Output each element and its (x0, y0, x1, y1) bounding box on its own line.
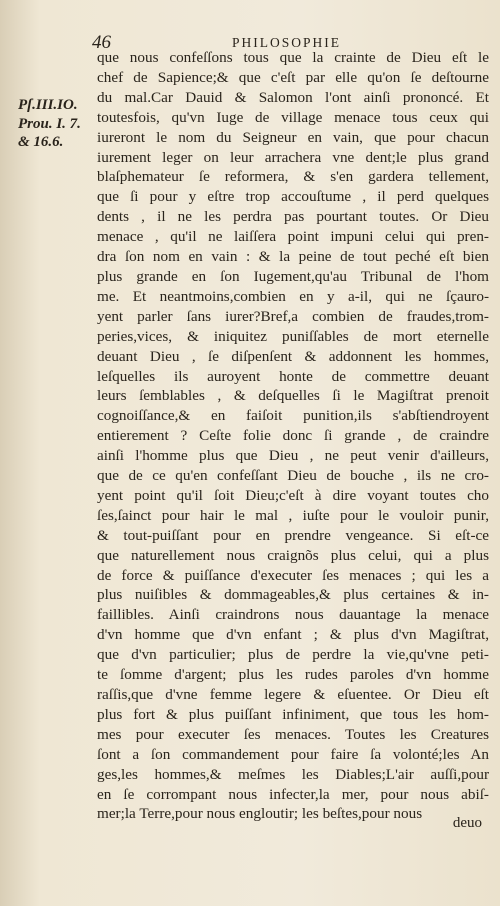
text-line: du mal.Car Dauid & Salomon l'ont ainſi prononcé. Et (97, 88, 489, 106)
text-line: blaſphemateur ſe reformera, & s'en gardera tellement, (97, 168, 489, 186)
text-line: toutesfois, qu'vn Iuge de village menace tous ceux qui (97, 108, 489, 126)
text-line: chef de Sapience;& que c'eſt par elle qu'on ſe deſtourne (97, 68, 489, 86)
text-line: dents , il ne les perdra pas pourtant toutes. Or Dieu (97, 208, 489, 226)
margin-note: & 16.6. (18, 134, 64, 150)
text-line: & tout-puiſſant pour en prendre vengeance. Si eſt-ce (97, 526, 489, 544)
text-line: que d'vn particulier; plus de perdre la vie,qu'vne peti- (97, 646, 489, 664)
text-line: que naturellement nous craignõs plus celui, qui a plus (97, 546, 489, 564)
page-number: 46 (92, 32, 111, 53)
text-line: plus nuiſibles & dommageables,& plus certaines & in- (97, 586, 489, 604)
text-line: peries,vices, & iniquitez puniſſables de mort eternelle (97, 327, 489, 345)
body-text (97, 48, 489, 824)
text-line: ſes,ſainct pour hair le mal , iuſte pour le vouloir punir, (97, 506, 489, 524)
text-line: iurement leger on leur arrachera vne dent;le plus grand (97, 148, 489, 166)
running-title: PHILOSOPHIE (232, 35, 342, 50)
text-line: plus fort & plus puiſſant infiniment, que tous les hom- (97, 705, 489, 723)
text-line: mes pour executer ſes menaces. Toutes les Creatures (97, 725, 489, 743)
text-line: yent parler ſans iurer?Bref,a combien de fraudes,trom- (97, 307, 489, 325)
text-line: ainſi l'homme plus que Dieu , ne peut venir d'ailleurs, (97, 447, 489, 465)
text-line: de force & puiſſance d'executer ſes menaces ; qui les a (97, 566, 489, 584)
text-line: cognoiſſance,& en faiſoit punition,ils s'abſtiendroyent (97, 407, 489, 425)
text-line: que nous confeſſons tous que la crainte de Dieu eſt le (97, 49, 489, 66)
text-line: raſſis,que d'vne femme legere & eſuentee. Or Dieu eſt (97, 686, 489, 703)
text-line: dra ſon nom en vain : & la peine de tout peché eſt bien (97, 248, 489, 266)
text-line: entierement ? Ceſte folie donc ſi grande , de craindre (97, 427, 489, 445)
text-line: iureront le nom du Seigneur en vain, que pour chacun (97, 128, 489, 146)
text-line: te ſomme d'argent; plus les rudes paroles d'vn homme (97, 666, 489, 684)
catchword: deuo (452, 815, 482, 831)
margin-note: Prou. I. 7. (18, 115, 81, 132)
text-line: leurs ſemblables , & deſquelles ſi le Magiſtrat prenoit (97, 387, 489, 405)
text-line: leſquelles ils auroyent honte de commettre deuant (97, 367, 489, 385)
text-line: mer;la Terre,pour nous engloutir; les beſtes,pour nous (97, 805, 423, 823)
text-line: menace , qu'il ne laiſſera point impuni celui qui pren- (97, 228, 489, 246)
text-line: me. Et neantmoins,combien en y a-il, qui ne ſçauro- (97, 287, 489, 305)
text-line: ſont a ſon commandement pour faire ſa volonté;les An (97, 745, 489, 763)
margin-note: Pſ.III.IO. (18, 97, 78, 113)
text-line: yent point qu'il ſoit Dieu;c'eſt à dire voyant toutes cho (97, 486, 489, 504)
text-line: plus grande en ſon Iugement,qu'au Tribunal de l'hom (97, 267, 489, 285)
text-line: en ſe corrompant nous infecter,la mer, pour nous abiſ- (97, 785, 489, 803)
text-line: faillibles. Ainſi craindrons nous dauantage la menace (97, 606, 489, 624)
text-line: deuant Dieu , ſe diſpenſent & addonnent les hommes, (97, 347, 489, 365)
text-line: que de ce qu'en confeſſant Dieu de bouche , ils ne cro- (97, 467, 489, 485)
text-line: d'vn homme que d'vn enfant ; & plus d'vn Magiſtrat, (97, 626, 489, 644)
margin-notes (18, 96, 98, 152)
text-line: que ſi pour y eſtre trop accouſtume , il perd quelques (97, 188, 489, 206)
text-line: ges,les hommes,& meſmes les Diables;L'air auſſi,pour (97, 765, 489, 783)
